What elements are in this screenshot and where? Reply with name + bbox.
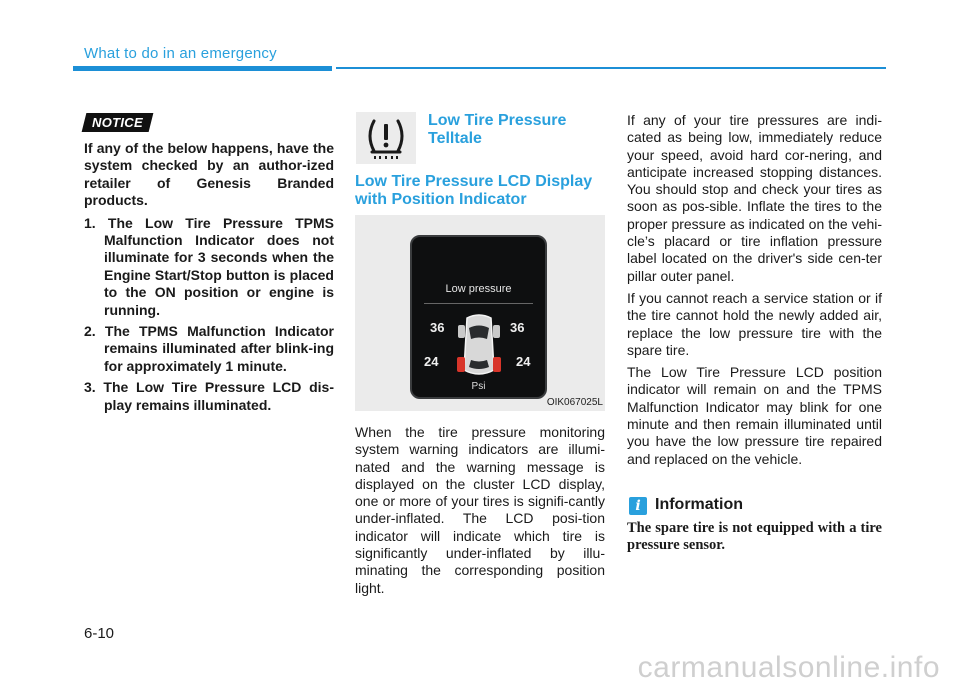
telltale-heading: Low Tire Pressure Telltale bbox=[428, 112, 567, 147]
notice-list bbox=[84, 215, 334, 414]
section-title: What to do in an emergency bbox=[84, 45, 277, 62]
notice-intro: If any of the below happens, have the system checked by an author-ized retailer of Genesis Branded products. bbox=[84, 140, 334, 209]
header-bar-thick bbox=[73, 66, 332, 71]
right-paragraph: The Low Tire Pressure LCD position indicator will remain on and the TPMS Malfunction Indicator may blink for one minute and then remain illuminated until you have the low pressure tire repaired and replaced on the vehicle. bbox=[627, 364, 882, 467]
information-body: The spare tire is not equipped with a tire pressure sensor. bbox=[627, 520, 882, 553]
watermark-text: carmanualsonline.info bbox=[637, 651, 940, 684]
lcd-body-text: When the tire pressure monitoring system warning indicators are illumi-nated and the warning message is displayed on the cluster LCD display, one or more of your tires is signifi-cantly under-inflated. The LCD posi-tion indicator will indicate which tire is significantly under-inflated by illu-minating the corresponding position light. bbox=[355, 424, 605, 596]
list-item: 2. The TPMS Malfunction Indicator remains illuminated after blink-ing for approximately 1 minute. bbox=[84, 323, 334, 374]
lcd-screen bbox=[410, 235, 547, 399]
lcd-screen-label: Low pressure bbox=[445, 283, 512, 295]
right-paragraph: If you cannot reach a service station or if the tire cannot hold the newly added air, replace the low pressure tire with the spare tire. bbox=[627, 289, 882, 358]
pressure-unit: Psi bbox=[471, 381, 486, 392]
notice-badge: NOTICE bbox=[82, 113, 154, 132]
information-heading: Information bbox=[655, 496, 743, 513]
list-item: 1. The Low Tire Pressure TPMS Malfunction Indicator does not illuminate for 3 seconds when the Engine Start/Stop button is placed to the ON position or engine is running. bbox=[84, 214, 334, 318]
front-left-pressure: 36 bbox=[430, 320, 445, 335]
right-paragraph: If any of your tire pressures are indi-cated as being low, immediately reduce your speed, avoid hard cor-nering, and anticipate increased stopping distances. You should stop and check your tires as soon as pos-sible. Inflate the tires to the proper pressure as indicated on the vehi-cle’s placard or tire inflation pressure label located on the driver's side cen-ter pillar outer panel. bbox=[627, 112, 882, 284]
car-top-view-icon bbox=[454, 312, 504, 384]
lcd-heading: Low Tire Pressure LCD Display with Position Indicator bbox=[355, 173, 593, 208]
tpms-warning-icon bbox=[356, 112, 416, 164]
list-item: 3. The Low Tire Pressure LCD dis-play remains illuminated. bbox=[84, 379, 334, 413]
info-icon: i bbox=[629, 497, 647, 515]
rear-right-pressure: 24 bbox=[516, 354, 531, 369]
notice-column bbox=[84, 140, 334, 418]
figure-code: OIK067025L bbox=[546, 397, 603, 408]
front-right-pressure: 36 bbox=[510, 320, 525, 335]
right-column bbox=[627, 112, 882, 473]
rear-left-pressure: 24 bbox=[424, 354, 439, 369]
header-bar-thin bbox=[336, 67, 886, 69]
lcd-divider bbox=[424, 303, 533, 304]
lcd-figure bbox=[355, 215, 605, 411]
page-number: 6-10 bbox=[84, 625, 115, 642]
